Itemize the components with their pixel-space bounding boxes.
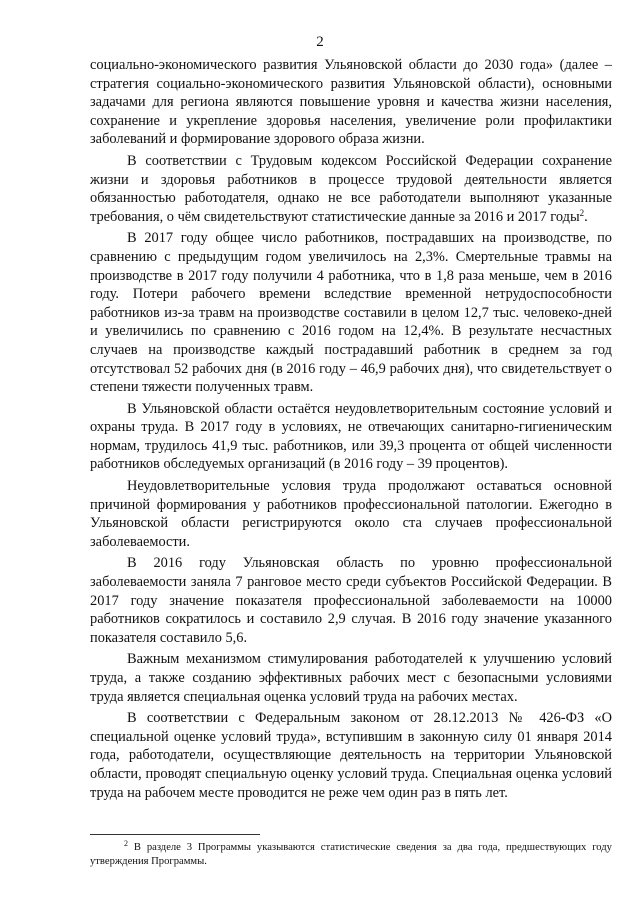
paragraph-2-end: .	[584, 208, 588, 225]
paragraph-1: социально-экономического развития Ульяновской области до 2030 года» (далее – стратегия социально-экономического развития Ульяновской области), основными задачами для региона являются повышение уровня и качества жизни населения, сохранение и укрепление здоровья населения, увеличение роли профилактики заболеваний и формирование здорового образа жизни.	[90, 57, 612, 148]
page-number: 2	[316, 34, 324, 50]
footnote-reference[interactable]: 2	[579, 207, 585, 218]
paragraph-5: Неудовлетворительные условия труда продолжают оставаться основной причиной формирования у работников профессиональной патологии. Ежегодно в Ульяновской области регистрируются около ста случаев профессиональной заболеваемости.	[90, 478, 612, 550]
paragraph-7: Важным механизмом стимулирования работодателей к улучшению условий труда, а также созданию эффективных рабочих мест с безопасными условиями труда является специальная оценка условий труда на рабочих местах.	[90, 651, 612, 705]
footnote-divider	[90, 834, 260, 835]
footnote-text: В разделе 3 Программы указываются статистические сведения за два года, предшествующих году утверждения Программы.	[90, 842, 612, 867]
footnote-marker: 2	[124, 839, 128, 848]
paragraph-2-text: В соответствии с Трудовым кодексом Российской Федерации сохранение жизни и здоровья работников в процессе трудовой деятельности является обязанностью работодателя, однако не все работодатели выполняют указанные требования, о чём свидетельствуют статистические данные за 2016 и 2017 годы	[90, 152, 612, 225]
document-body	[90, 56, 612, 805]
paragraph-4: В Ульяновской области остаётся неудовлетворительным состояние условий и охраны труда. В 2017 году в условиях, не отвечающих санитарно-гигиеническим нормам, трудилось 41,9 тыс. работников, или 39,3 процента от общей численности работников обследуемых организаций (в 2016 году – 39 процентов).	[90, 400, 612, 473]
paragraph-2	[90, 152, 612, 226]
footnote	[90, 841, 612, 869]
paragraph-8: В соответствии с Федеральным законом от 28.12.2013 № 426-ФЗ «О специальной оценке условий труда», вступившим в законную силу 01 января 2014 года, работодатели, осуществляющие деятельность на территории Ульяновской области, проводят специальную оценку условий труда. Специальная оценка условий труда на рабочем месте проводится не реже чем один раз в пять лет.	[90, 710, 612, 801]
paragraph-6: В 2016 году Ульяновская область по уровню профессиональной заболеваемости заняла 7 ранговое место среди субъектов Российской Федерации. В 2017 году значение показателя профессиональной заболеваемости на 10000 работников сократилось и составило 2,9 случая. В 2016 году значение указанного показателя составило 5,6.	[90, 555, 612, 646]
paragraph-3: В 2017 году общее число работников, пострадавших на производстве, по сравнению с предыдущим годом увеличилось на 2,3%. Смертельные травмы на производстве в 2017 году получили 4 работника, что в 1,8 раза меньше, чем в 2016 году. Потери рабочего времени вследствие временной нетрудоспособности работников из-за травм на производстве составили в целом 12,7 тыс. человеко-дней и увеличились по сравнению с 2016 годом на 12,4%. В результате несчастных случаев на производстве каждый пострадавший работник в среднем за год отсутствовал 52 рабочих дня (в 2016 году – 46,9 рабочих дня), что свидетельствует о степени тяжести полученных травм.	[90, 230, 612, 396]
